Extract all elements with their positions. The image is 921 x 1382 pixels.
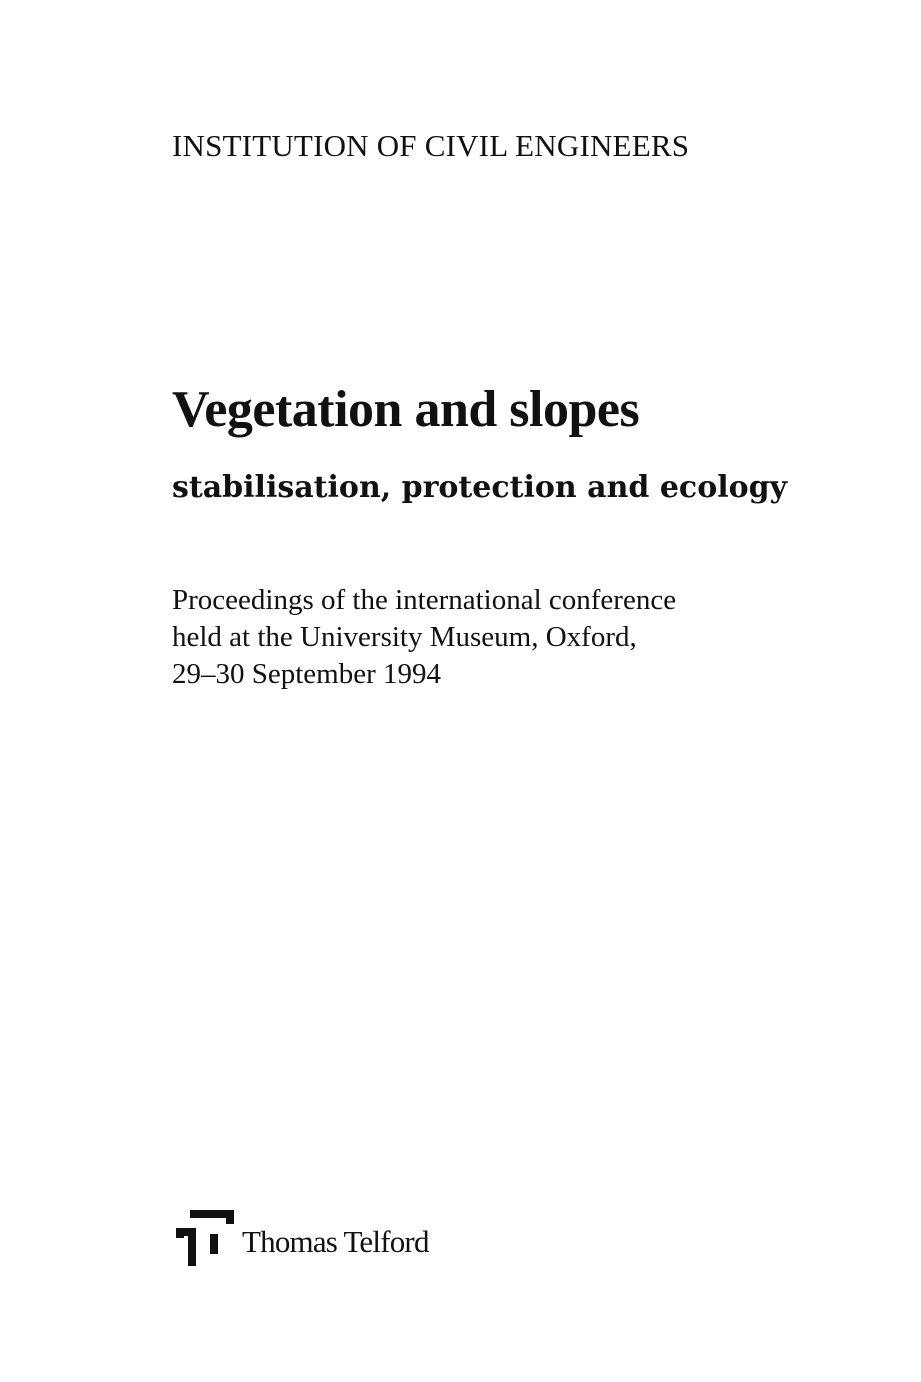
book-title: Vegetation and slopes bbox=[172, 381, 640, 438]
publisher-imprint bbox=[176, 1210, 429, 1266]
book-subtitle: stabilisation, protection and ecology bbox=[172, 470, 788, 505]
thomas-telford-logo-icon bbox=[176, 1210, 234, 1266]
proceedings-line: held at the University Museum, Oxford, bbox=[172, 621, 637, 653]
institution-name: INSTITUTION OF CIVIL ENGINEERS bbox=[172, 128, 690, 163]
proceedings-line: 29–30 September 1994 bbox=[172, 658, 442, 690]
proceedings-line: Proceedings of the international conference bbox=[172, 584, 677, 616]
proceedings-note bbox=[172, 582, 676, 693]
publisher-name: Thomas Telford bbox=[242, 1224, 429, 1259]
